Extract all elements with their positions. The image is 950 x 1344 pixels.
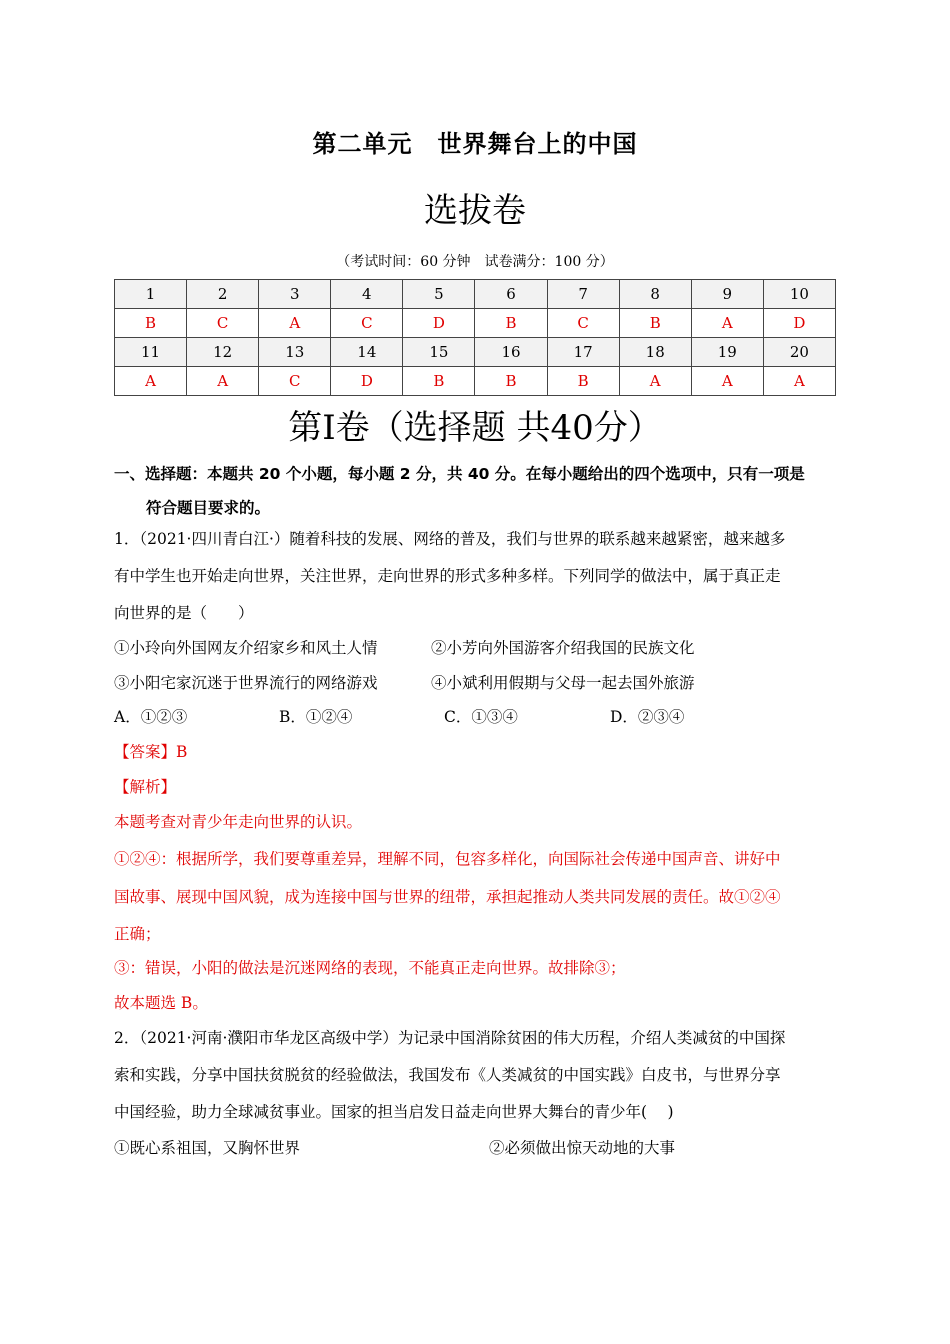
question-stem: 2．（2021·河南·濮阳市华龙区高级中学）为记录中国消除贫困的伟大历程，介绍人类减贫的中国探: [114, 1029, 786, 1047]
answer-letter-cell: A: [115, 367, 187, 396]
analysis-label: 【解析】: [114, 778, 177, 796]
question-number-cell: 2: [187, 280, 259, 309]
answer-letter-cell: B: [403, 367, 475, 396]
number-row: [115, 338, 836, 367]
question-stem: 向世界的是（ ）: [114, 604, 254, 622]
option-d: D．②③④: [610, 708, 685, 726]
part-title: 第Ⅰ卷（选择题 共40分）: [288, 408, 662, 448]
question-number-cell: 13: [259, 338, 331, 367]
statement: ③小阳宅家沉迷于世界流行的网络游戏: [114, 674, 378, 692]
question-number-cell: 5: [403, 280, 475, 309]
question-number-cell: 8: [619, 280, 691, 309]
answer-letter-cell: D: [331, 367, 403, 396]
answer: 【答案】B: [114, 743, 188, 761]
analysis-text: ③：错误，小阳的做法是沉迷网络的表现，不能真正走向世界。故排除③；: [114, 959, 626, 977]
question-number-cell: 14: [331, 338, 403, 367]
answer-letter-cell: C: [259, 367, 331, 396]
answer-table: [114, 279, 836, 396]
option-b: B．①②④: [279, 708, 353, 726]
answer-letter-cell: A: [259, 309, 331, 338]
answer-letter-cell: A: [619, 367, 691, 396]
answer-letter-cell: B: [475, 309, 547, 338]
answer-letter-cell: D: [763, 309, 835, 338]
statement: ②小芳向外国游客介绍我国的民族文化: [431, 639, 695, 657]
answer-letter-cell: C: [331, 309, 403, 338]
section-instruction: 符合题目要求的。: [146, 499, 271, 517]
statement: ④小斌利用假期与父母一起去国外旅游: [431, 674, 695, 692]
paper-subtitle: 选拔卷: [424, 191, 526, 231]
answer-row: [115, 309, 836, 338]
statement: ①小玲向外国网友介绍家乡和风土人情: [114, 639, 378, 657]
question-number-cell: 17: [547, 338, 619, 367]
option-a: A．①②③: [114, 708, 188, 726]
answer-letter-cell: B: [619, 309, 691, 338]
answer-letter-cell: B: [115, 309, 187, 338]
question-number-cell: 10: [763, 280, 835, 309]
exam-time-info: （考试时间：60 分钟 试卷满分：100 分）: [336, 254, 614, 270]
section-instruction: 一、选择题：本题共 20 个小题，每小题 2 分，共 40 分。在每小题给出的四个选项中，只有一项是: [114, 465, 805, 483]
analysis-text: 正确；: [114, 925, 161, 943]
answer-letter-cell: B: [547, 367, 619, 396]
analysis-text: 本题考查对青少年走向世界的认识。: [114, 813, 363, 831]
question-number-cell: 4: [331, 280, 403, 309]
question-number-cell: 7: [547, 280, 619, 309]
question-number-cell: 1: [115, 280, 187, 309]
question-number-cell: 18: [619, 338, 691, 367]
answer-row: [115, 367, 836, 396]
option-c: C．①③④: [444, 708, 518, 726]
question-stem: 有中学生也开始走向世界，关注世界，走向世界的形式多种多样。下列同学的做法中，属于真正走: [114, 567, 781, 585]
statement: ①既心系祖国，又胸怀世界: [114, 1139, 301, 1157]
answer-letter-cell: A: [691, 367, 763, 396]
answer-letter-cell: A: [763, 367, 835, 396]
analysis-text: ①②④：根据所学，我们要尊重差异，理解不同，包容多样化，向国际社会传递中国声音、讲好中: [114, 850, 781, 868]
answer-letter-cell: C: [547, 309, 619, 338]
statement: ②必须做出惊天动地的大事: [489, 1139, 676, 1157]
answer-letter-cell: B: [475, 367, 547, 396]
question-number-cell: 6: [475, 280, 547, 309]
answer-letter-cell: A: [691, 309, 763, 338]
number-row: [115, 280, 836, 309]
question-number-cell: 9: [691, 280, 763, 309]
question-number-cell: 20: [763, 338, 835, 367]
question-stem: 中国经验，助力全球减贫事业。国家的担当启发日益走向世界大舞台的青少年( ): [114, 1103, 674, 1121]
question-number-cell: 15: [403, 338, 475, 367]
answer-letter-cell: C: [187, 309, 259, 338]
answer-letter-cell: D: [403, 309, 475, 338]
question-number-cell: 16: [475, 338, 547, 367]
question-number-cell: 12: [187, 338, 259, 367]
question-number-cell: 11: [115, 338, 187, 367]
question-stem: 索和实践，分享中国扶贫脱贫的经验做法，我国发布《人类减贫的中国实践》白皮书，与世界分享: [114, 1066, 781, 1084]
question-stem: 1．（2021·四川青白江·）随着科技的发展、网络的普及，我们与世界的联系越来越紧密，越来越多: [114, 530, 786, 548]
analysis-text: 国故事、展现中国风貌，成为连接中国与世界的纽带，承担起推动人类共同发展的责任。故①②④: [114, 888, 781, 906]
answer-letter-cell: A: [187, 367, 259, 396]
question-number-cell: 3: [259, 280, 331, 309]
question-number-cell: 19: [691, 338, 763, 367]
analysis-text: 故本题选 B。: [114, 994, 208, 1012]
unit-title: 第二单元 世界舞台上的中国: [312, 130, 638, 158]
